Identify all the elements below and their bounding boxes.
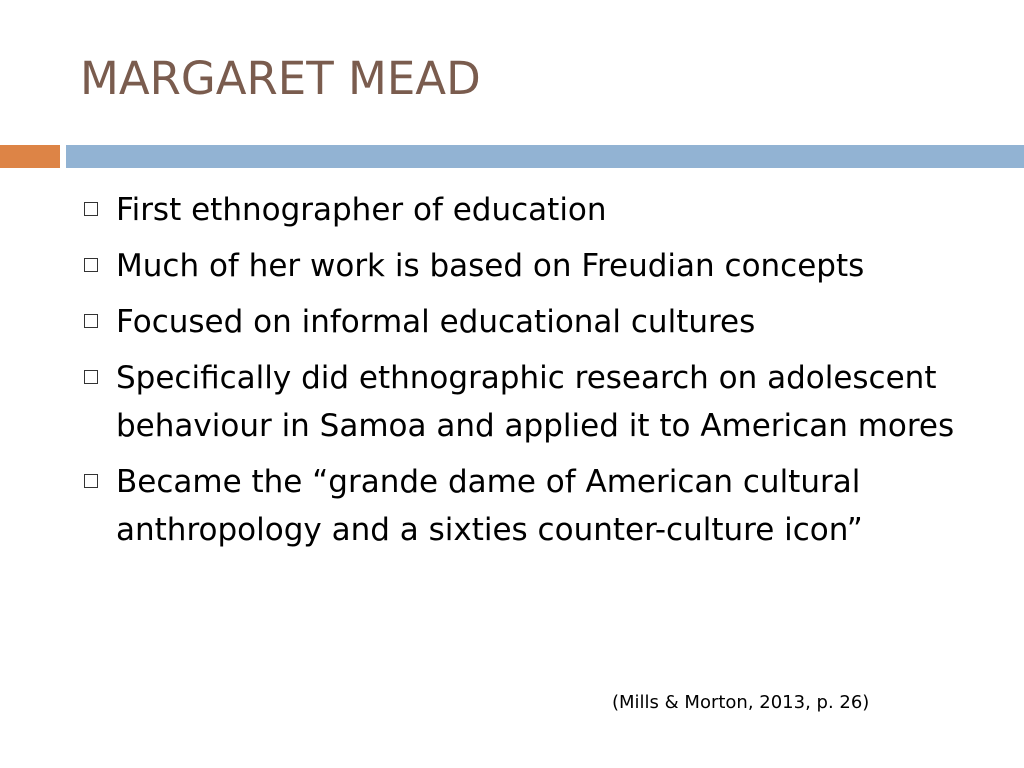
bullet-list (80, 186, 980, 562)
slide-title: MARGARET MEAD (80, 52, 481, 105)
bullet-text: First ethnographer of education (116, 192, 607, 228)
bullet-text: Became the “grande dame of American cultural anthropology and a sixties counter-culture icon” (116, 464, 863, 548)
bullet-item (80, 354, 980, 450)
citation: (Mills & Morton, 2013, p. 26) (612, 692, 870, 713)
hollow-square-icon (84, 474, 98, 488)
bullet-text: Specifically did ethnographic research on adolescent behaviour in Samoa and applied it to American mores (116, 360, 955, 444)
bullet-text: Focused on informal educational cultures (116, 304, 756, 340)
hollow-square-icon (84, 258, 98, 272)
bullet-text: Much of her work is based on Freudian concepts (116, 248, 865, 284)
hollow-square-icon (84, 314, 98, 328)
accent-bar-orange (0, 145, 60, 168)
hollow-square-icon (84, 202, 98, 216)
bullet-item (80, 186, 980, 234)
bullet-item (80, 458, 980, 554)
bullet-item (80, 242, 980, 290)
accent-bar-blue (66, 145, 1024, 168)
hollow-square-icon (84, 370, 98, 384)
bullet-item (80, 298, 980, 346)
